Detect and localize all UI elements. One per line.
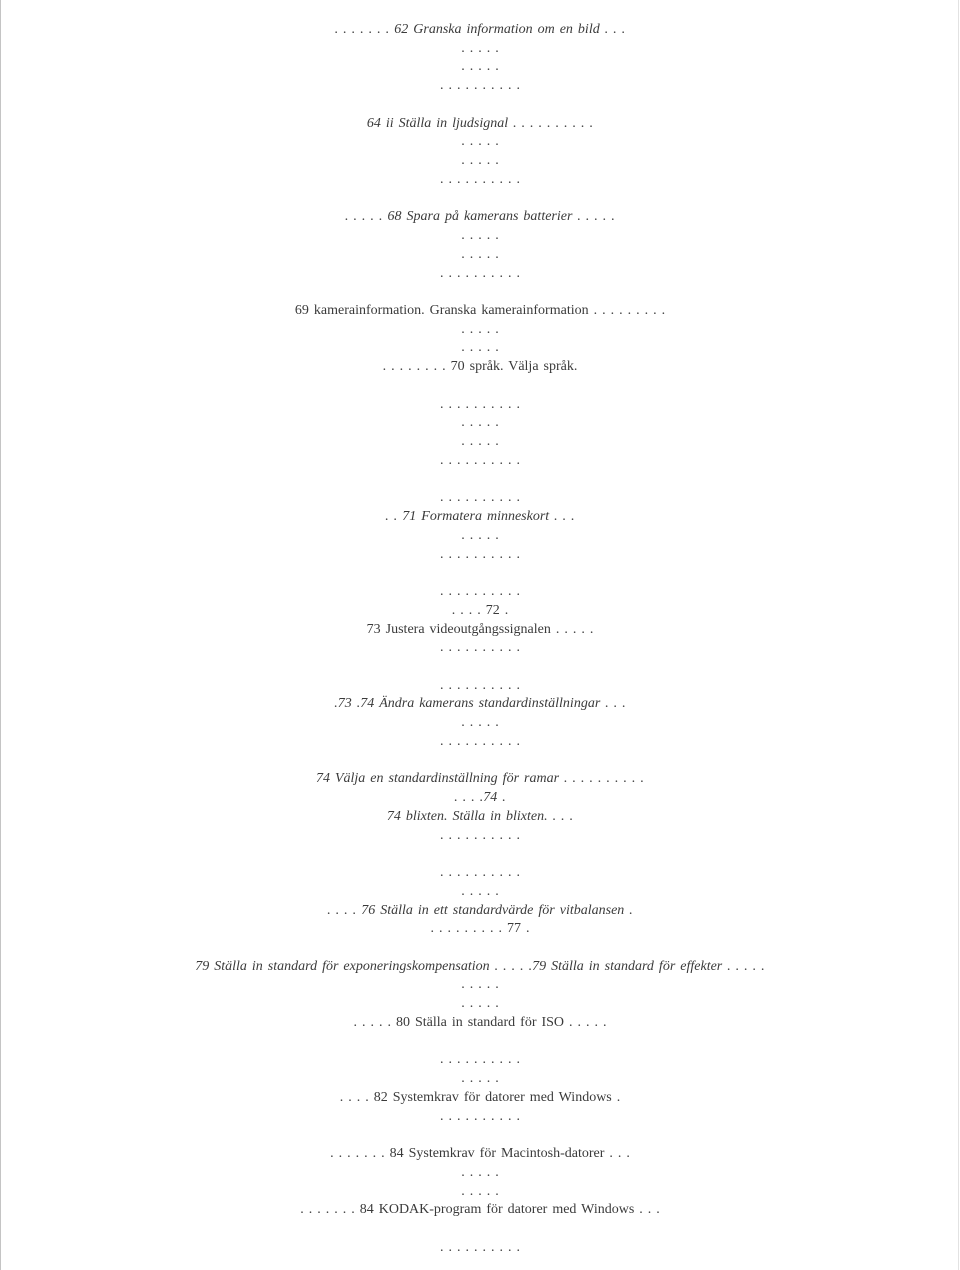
toc-line: . . . . . . . 84 Systemkrav för Macintosh-datorer . . . (330, 1146, 630, 1162)
toc-line: . . . . . (461, 883, 499, 899)
toc-line: . . . . . . . . . . (440, 733, 520, 749)
toc-line: 74 blixten. Ställa in blixten. . . . (386, 808, 574, 824)
toc-line (0, 1126, 960, 1145)
toc-line (0, 564, 960, 583)
toc-line: . . . . . . . . . . (440, 865, 520, 881)
toc-line: . . . . . (461, 59, 499, 75)
toc-line: . . . . . . . . . . (440, 265, 520, 281)
toc-line: . . . . . (461, 40, 499, 56)
toc-line: . . . . . (461, 340, 499, 356)
toc-line: . . . . . . . . 70 språk. Välja språk. (382, 359, 578, 375)
toc-line: . . . . . 80 Ställa in standard för ISO . . . . . (353, 1014, 607, 1030)
table-of-contents (0, 21, 960, 1257)
toc-line: . . . . . (461, 1183, 499, 1199)
toc-line: . . . . 76 Ställa in ett standardvärde för vitbalansen . (327, 902, 633, 918)
toc-line: . . . . . . . . . . (440, 78, 520, 94)
toc-line: . . . . . (461, 1164, 499, 1180)
toc-line: . . . . . (461, 228, 499, 244)
toc-line: . . . . . (461, 321, 499, 337)
toc-line: . . . . . . . 84 KODAK-program för datorer med Windows . . . (300, 1202, 660, 1218)
toc-line: . . . . . (461, 996, 499, 1012)
toc-line: . . . . . . . . . . (440, 827, 520, 843)
toc-line: . . . . . (461, 415, 499, 431)
toc-line: . . . . . (461, 527, 499, 543)
toc-line (0, 283, 960, 302)
toc-line: . . . . . . . . . . (440, 396, 520, 412)
toc-line: . . . . . . . . . . (440, 490, 520, 506)
toc-line: . . . . . . . . . . (440, 171, 520, 187)
toc-line: . . . . . (461, 977, 499, 993)
toc-line (0, 1220, 960, 1239)
toc-line: . . . . . (461, 134, 499, 150)
toc-line: . . . . . (461, 434, 499, 450)
toc-line: . . 71 Formatera minneskort . . . (385, 509, 575, 525)
toc-line: . . . . 72 . (451, 602, 509, 618)
toc-line: . . . . . . . . . . (440, 546, 520, 562)
toc-line: . . . . . . . . . . (440, 677, 520, 693)
toc-line: . . . . . (461, 715, 499, 731)
toc-line: . . . .74 . (454, 790, 506, 806)
toc-line: . . . . . (461, 1071, 499, 1087)
toc-line: . . . . . . . . . . (440, 584, 520, 600)
toc-line: 79 Ställa in standard för exponeringskompensation . . . . .79 Ställa in standard för effekter . . . . . (195, 958, 765, 974)
toc-line (0, 377, 960, 396)
toc-line: . . . . . (461, 246, 499, 262)
toc-line: 73 Justera videoutgångssignalen . . . . . (366, 621, 594, 637)
toc-line (0, 658, 960, 677)
toc-line (0, 845, 960, 864)
toc-line: . . . . . . . . . . (440, 1052, 520, 1068)
toc-line (0, 96, 960, 115)
toc-line (0, 1033, 960, 1052)
toc-line: . . . . . . . . . . (440, 452, 520, 468)
toc-line: .73 .74 Ändra kamerans standardinställningar . . . (334, 696, 626, 712)
toc-line (0, 752, 960, 771)
toc-line: 74 Välja en standardinställning för ramar . . . . . . . . . . (315, 771, 645, 787)
toc-line: . . . . 82 Systemkrav för datorer med Windows . (339, 1089, 621, 1105)
toc-line: . . . . . . . . . . (440, 1108, 520, 1124)
toc-line: 64 ii Ställa in ljudsignal . . . . . . . . . . (366, 115, 594, 131)
toc-line: . . . . . . . . . . (440, 1239, 520, 1255)
toc-line: . . . . . (461, 153, 499, 169)
toc-line (0, 190, 960, 209)
toc-line (0, 939, 960, 958)
toc-line: 69 kamerainformation. Granska kamerainformation . . . . . . . . . (294, 303, 666, 319)
toc-line: . . . . . . . 62 Granska information om en bild . . . (334, 22, 626, 37)
toc-line: . . . . . . . . . . (440, 640, 520, 656)
toc-line (0, 471, 960, 490)
toc-line: . . . . . 68 Spara på kamerans batterier . . . . . (345, 209, 615, 225)
toc-line: . . . . . . . . . 77 . (430, 921, 530, 937)
